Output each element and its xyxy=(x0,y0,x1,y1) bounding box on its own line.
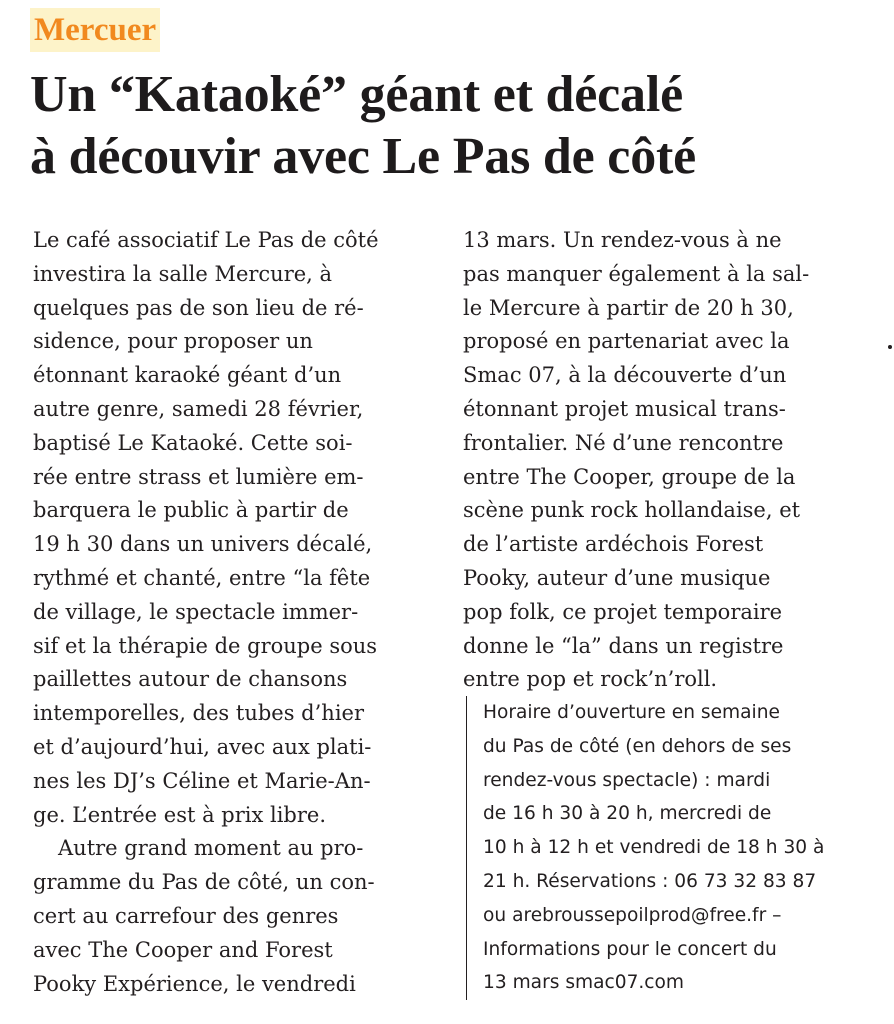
body-line: donne le “la” dans un registre xyxy=(463,633,784,658)
body-line: Le café associatif Le Pas de côté xyxy=(33,228,379,252)
body-line: sif et la thérapie de groupe sous xyxy=(33,633,378,658)
body-line: cert au carrefour des genres xyxy=(33,903,339,928)
info-line: de 16 h 30 à 20 h, mercredi de xyxy=(483,803,772,825)
info-line: Horaire d’ouverture en semaine xyxy=(483,702,780,723)
headline-line: Un “Kataoké” géant et décalé xyxy=(30,66,683,123)
info-line: Informations pour le concert du xyxy=(483,938,777,960)
body-line: et d’aujourd’hui, avec aux plati- xyxy=(33,734,372,759)
body-line: Pooky, auteur d’une musique xyxy=(463,565,771,590)
body-line: Autre grand moment au pro- xyxy=(58,836,364,861)
body-line: étonnant projet musical trans- xyxy=(463,396,786,421)
body-line: 19 h 30 dans un univers décalé, xyxy=(33,532,373,557)
body-line: le Mercure à partir de 20 h 30, xyxy=(463,295,794,320)
scan-speck xyxy=(888,345,892,349)
body-line: Pooky Expérience, le vendredi xyxy=(33,971,356,996)
body-line: rythmé et chanté, entre “la fête xyxy=(33,565,371,590)
body-line: pas manquer également à la sal- xyxy=(463,261,810,286)
body-line: sidence, pour proposer un xyxy=(33,329,313,354)
body-line: de l’artiste ardéchois Forest xyxy=(463,532,764,557)
info-line: 10 h à 12 h et vendredi de 18 h 30 à xyxy=(483,837,825,859)
body-line: barquera le public à partir de xyxy=(33,498,349,523)
body-line: rée entre strass et lumière em- xyxy=(33,464,364,489)
body-line: frontalier. Né d’une rencontre xyxy=(463,430,784,455)
body-line: autre genre, samedi 28 février, xyxy=(33,396,364,421)
article-body-left-column xyxy=(33,224,438,1001)
body-line: Smac 07, à la découverte d’un xyxy=(463,363,787,388)
body-line: proposé en partenariat avec la xyxy=(463,329,790,354)
body-line: investira la salle Mercure, à xyxy=(33,261,333,286)
body-line: de village, le spectacle immer- xyxy=(33,599,359,624)
body-line: baptisé Le Kataoké. Cette soi- xyxy=(33,430,353,455)
body-line: intemporelles, des tubes d’hier xyxy=(33,701,364,726)
info-line: du Pas de côté (en dehors de ses xyxy=(483,735,792,757)
body-line: étonnant karaoké géant d’un xyxy=(33,363,342,388)
body-line: scène punk rock hollandaise, et xyxy=(463,498,801,523)
body-line: nes les DJ’s Céline et Marie-An- xyxy=(33,768,371,793)
body-line: entre The Cooper, groupe de la xyxy=(463,464,796,489)
article-headline xyxy=(30,64,880,188)
body-line: ge. L’entrée est à prix libre. xyxy=(33,802,327,827)
body-line: avec The Cooper and Forest xyxy=(33,937,333,962)
info-line: rendez-vous spectacle) : mardi xyxy=(483,769,771,791)
body-line: entre pop et rock’n’roll. xyxy=(463,667,718,692)
body-line: pop folk, ce projet temporaire xyxy=(463,599,783,624)
info-line: ou arebroussepoilprod@free.fr – xyxy=(483,904,782,926)
info-line: 13 mars smac07.com xyxy=(483,972,685,994)
body-line: gramme du Pas de côté, un con- xyxy=(33,870,375,895)
section-kicker: Mercuer xyxy=(30,8,160,52)
body-line: 13 mars. Un rendez-vous à ne xyxy=(463,228,782,252)
body-line: quelques pas de son lieu de ré- xyxy=(33,295,364,320)
practical-info-box xyxy=(466,696,883,1000)
info-line: 21 h. Réservations : 06 73 32 83 87 xyxy=(483,870,817,892)
headline-line: à découvir avec Le Pas de côté xyxy=(30,128,696,185)
article-body-right-column xyxy=(463,224,868,697)
body-line: paillettes autour de chansons xyxy=(33,667,348,692)
